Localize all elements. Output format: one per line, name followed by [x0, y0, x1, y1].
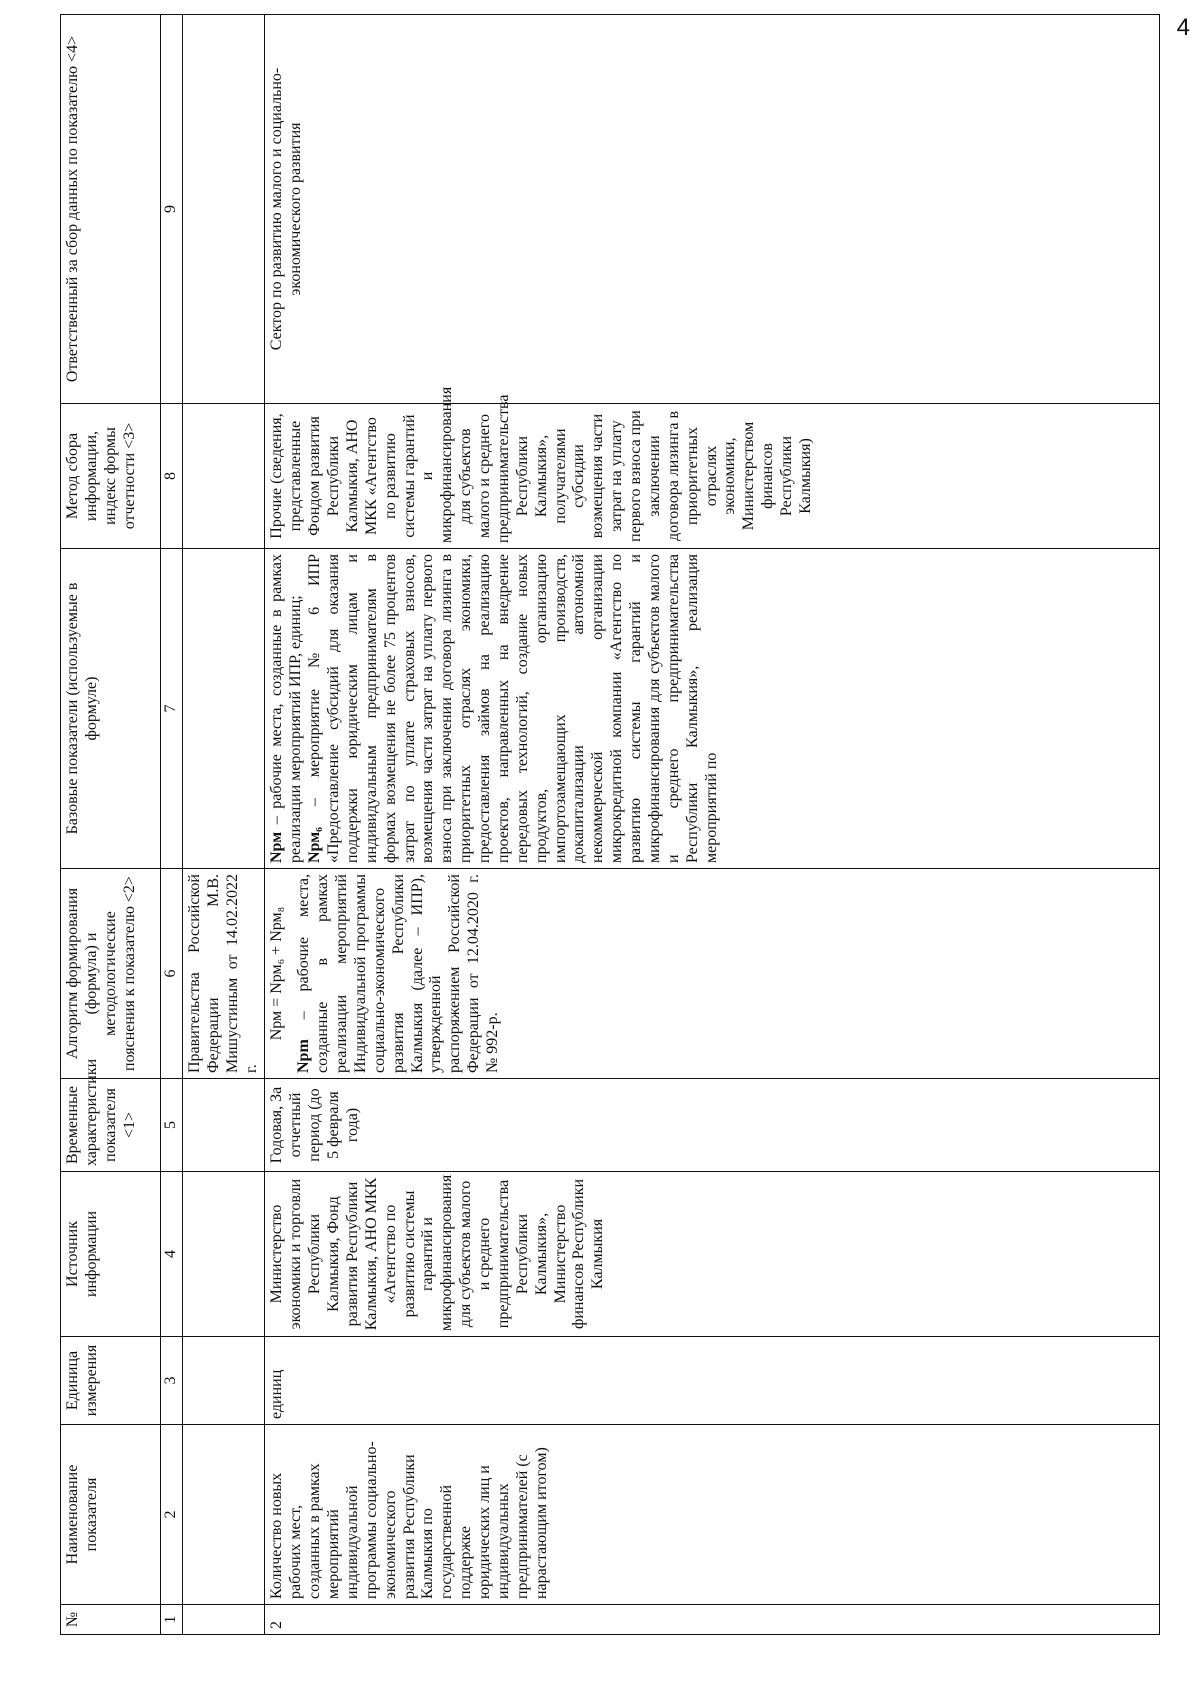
indicator-source: Министерство экономики и торговли Республики Калмыкия, Фонд развития Республики Калмыкия, АНО МКК «Агентство по развитию системы гарантий и микрофинансирования для субъектов малого и среднего предпринимательства Республики Калмыкия», Министерство финансов Республики Калмыкия: [265, 1172, 1160, 1337]
column-number: 5: [161, 1079, 183, 1172]
column-number: 8: [161, 404, 183, 549]
base-indicators-cell: [265, 549, 1160, 869]
row-number: 2: [265, 1605, 1160, 1635]
header-unit: Единица измерения: [61, 1337, 161, 1425]
header-name: Наименование показателя: [61, 1425, 161, 1605]
header-base: Базовые показатели (используемые в формуле): [61, 549, 161, 869]
formula: Nрм = Nрм₆ + Nрм₈: [268, 906, 286, 1041]
formula-term: Nрm: [295, 1039, 313, 1073]
indicator-formula-cell: [265, 869, 1160, 1079]
column-number: 2: [161, 1425, 183, 1605]
base-item: [306, 554, 721, 863]
indicator-timing: Годовая, За отчетный период (до 5 февраля года): [265, 1079, 1160, 1172]
formula-explanation: – рабочие места, созданные в рамках реализации мероприятий Индивидуальной программы социально-экономического развития Республики Калмыкия (далее – ИПР), утвержденной распоряжением Российской Федерации от 12.04.2020 г. № 992-р.: [295, 874, 501, 1073]
collection-method: Прочие (сведения, представленные Фондом развития Республики Калмыкия, АНО МКК «Агентство по развитию системы гарантий и микрофинансирования для субъектов малого и среднего предпринимательства Республики Калмыкия», получателями субсидии возмещения части затрат на уплату первого взноса при заключении договора лизинга в приоритетных отраслях экономики, Министерством финансов Республики Калмыкия): [265, 404, 1160, 549]
base-term: Nрм₆: [306, 827, 324, 863]
indicator-unit: единиц: [265, 1337, 1160, 1425]
header-responsible: Ответственный за сбор данных по показателю <4>: [61, 15, 161, 404]
base-term: Nрм: [268, 831, 286, 863]
column-number: 9: [161, 15, 183, 404]
indicator-name: Количество новых рабочих мест, созданных в рамках мероприятий индивидуальной программы социально-экономического развития Республики Калмыкия по государственной поддержке юридических лиц и индивидуальных предпринимателей (с нарастающим итогом): [265, 1425, 1160, 1605]
continuation-row: [182, 15, 265, 1635]
base-text: – мероприятие № 6 ИПР «Предоставление субсидий для оказания поддержки юридическим лицам и индивидуальным предпринимателям в формах возмещения не более 75 процентов затрат по уплате страховых взносов, возмещения части затрат на уплату первого взноса при заключении договора лизинга в приоритетных отраслях экономики, предоставления займов на реализацию проектов, направленных на внедрение передовых технологий, создание новых продуктов, организацию импортозамещающих производств, докапитализации автономной некоммерческой организации микрокредитной компании «Агентство по развитию системы гарантий и микрофинансирования для субъектов малого и среднего предпринимательства Республики Калмыкия», реализация мероприятий по: [306, 554, 720, 863]
indicator-table: [60, 14, 1160, 1635]
rotated-table-container: [60, 15, 1160, 1635]
column-number-row: [161, 15, 183, 1635]
continuation-text: Правительства Российской Федерации М.В. Мишустиным от 14.02.2022 г.: [182, 869, 265, 1079]
base-text: – рабочие места, созданные в рамках реализации мероприятий ИПР, единиц;: [268, 554, 305, 863]
table-row: [265, 15, 1160, 1635]
header-source: Источник информации: [61, 1172, 161, 1337]
header-num: №: [61, 1605, 161, 1635]
column-number: 4: [161, 1172, 183, 1337]
column-number: 7: [161, 549, 183, 869]
responsible-party: Сектор по развитию малого и социально-экономического развития: [265, 15, 1160, 404]
header-method: Метод сбора информации, индекс формы отчетности <3>: [61, 404, 161, 549]
header-formula: Алгоритм формирования (формула) и методологические пояснения к показателю <2>: [61, 869, 161, 1079]
column-number: 6: [161, 869, 183, 1079]
base-item: [268, 554, 306, 863]
formula-explanation-block: [295, 874, 503, 1073]
column-number: 1: [161, 1605, 183, 1635]
page-number: 4: [1176, 14, 1190, 41]
column-number: 3: [161, 1337, 183, 1425]
header-timing: Временные характеристики показателя <1>: [61, 1079, 161, 1172]
header-row: [61, 15, 161, 1635]
